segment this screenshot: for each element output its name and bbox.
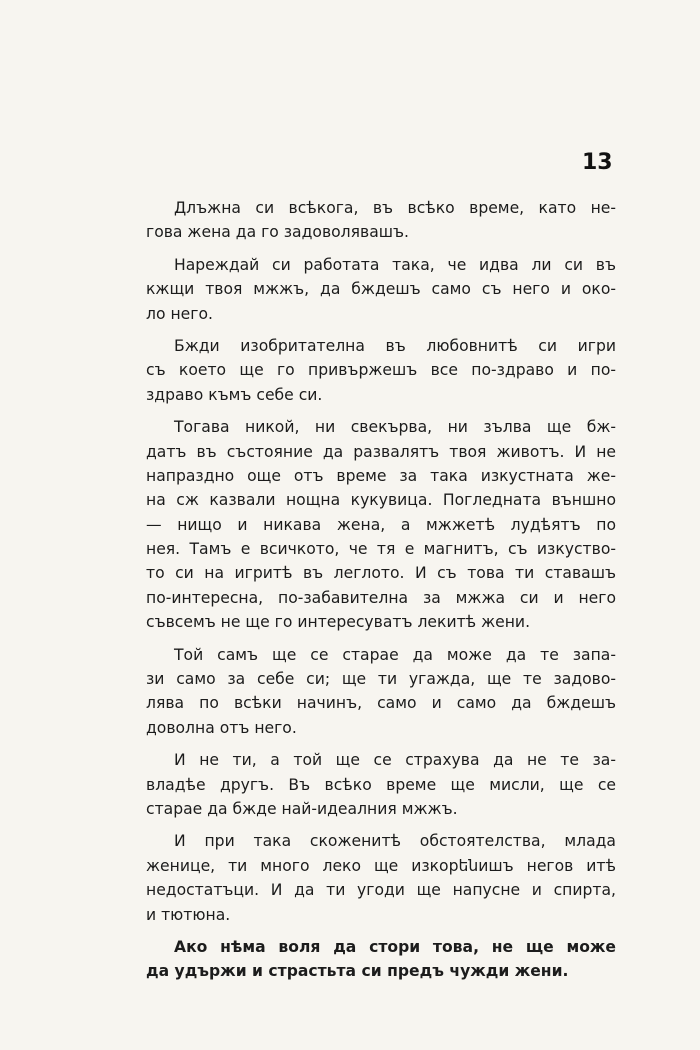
paragraph-gap xyxy=(146,927,616,935)
text-line: Тогава никой, ни свекърва, ни зълва ще бж- xyxy=(174,418,616,437)
paragraph xyxy=(146,253,616,326)
paragraph-gap xyxy=(146,245,616,253)
text-line: лява по всѣки начинъ, само и само да бждешъ xyxy=(146,694,616,713)
paragraph-gap xyxy=(146,635,616,643)
paragraph xyxy=(146,415,616,635)
text-line: Той самъ ще се старае да може да те запа- xyxy=(174,645,616,664)
paragraph-gap xyxy=(146,326,616,334)
text-line: да удържи и страстьта си предъ чужди жени. xyxy=(146,962,569,981)
text-line: нея. Тамъ е всичкото, че тя е магнитъ, съ изкуство- xyxy=(146,540,616,559)
paragraph-gap xyxy=(146,407,616,415)
page-number: 13 xyxy=(582,150,613,175)
text-line: по-интересна, по-забавителна за мжжа си и него xyxy=(146,588,616,607)
paragraph xyxy=(146,196,616,245)
text-line: женице, ти много леко ще изкорենишъ негов итѣ xyxy=(146,856,616,875)
paragraph xyxy=(146,748,616,821)
text-line: гова жена да го задоволявашъ. xyxy=(146,223,410,242)
text-line: ло него. xyxy=(146,304,213,323)
text-line: И при така скоженитѣ обстоятелства, млада xyxy=(174,832,616,851)
text-line: владѣе другъ. Въ всѣко време ще мисли, ще се xyxy=(146,775,616,794)
text-line: съвсемъ не ще го интересуватъ лекитѣ жени. xyxy=(146,613,531,632)
paragraph xyxy=(146,334,616,407)
text-line: недостатъци. И да ти угоди ще напусне и спирта, xyxy=(146,881,616,900)
paragraph xyxy=(146,643,616,741)
text-line: датъ въ състояние да развалятъ твоя животъ. И не xyxy=(146,442,616,461)
text-line: и тютюна. xyxy=(146,905,231,924)
text-line: зи само за себе си; ще ти угажда, ще те задово- xyxy=(146,670,616,689)
text-line: И не ти, а той ще се страхува да не те за- xyxy=(174,751,616,770)
text-line: то си на игритѣ въ леглото. И съ това ти ставашъ xyxy=(146,564,616,583)
text-line: Бжди изобритателна въ любовнитѣ си игри xyxy=(174,336,616,355)
body-text xyxy=(146,196,616,984)
text-line: на сж казвали нощна кукувица. Погледната външно xyxy=(146,491,616,510)
text-line: Ако нѣма воля да стори това, не ще може xyxy=(174,937,616,956)
paragraph-gap xyxy=(146,821,616,829)
text-line: — нищо и никава жена, а мжжетѣ лудѣятъ по xyxy=(146,515,616,534)
text-line: старае да бжде най-идеалния мжжъ. xyxy=(146,799,458,818)
text-line: Нареждай си работата така, че идва ли си въ xyxy=(174,255,616,274)
text-line: кжщи твоя мжжъ, да бждешъ само съ него и око- xyxy=(146,280,616,299)
text-line: доволна отъ него. xyxy=(146,718,297,737)
text-line: съ което ще го привържешъ все по-здраво и по- xyxy=(146,361,616,380)
text-line: Длъжна си всѣкога, въ всѣко време, като не- xyxy=(174,199,616,217)
text-line: здраво къмъ себе си. xyxy=(146,385,323,404)
paragraph xyxy=(146,829,616,927)
text-line: напраздно още отъ време за така изкустната же- xyxy=(146,466,616,485)
paragraph xyxy=(146,935,616,984)
paragraph-gap xyxy=(146,740,616,748)
